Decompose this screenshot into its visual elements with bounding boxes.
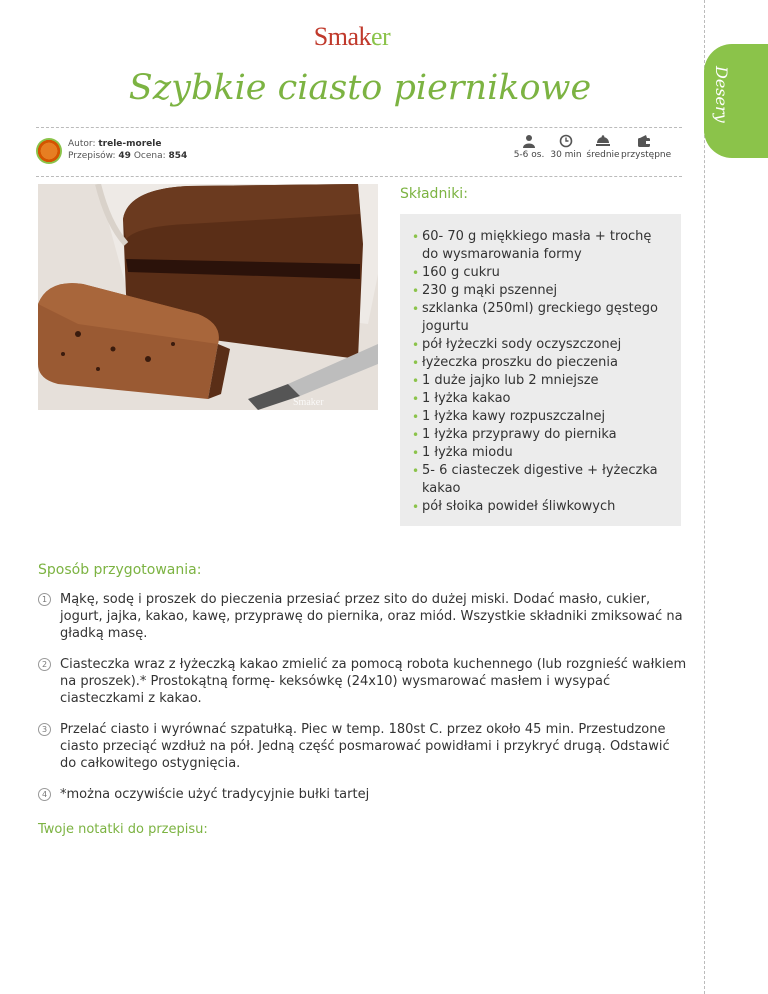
ingredient-item: • pół łyżeczki sody oczyszczonej: [412, 336, 671, 354]
category-tab-label: Desery: [712, 66, 731, 123]
ingredient-item: • łyżeczka proszku do pieczenia: [412, 354, 671, 372]
stat-servings-label: 5-6 os.: [513, 150, 545, 160]
method-heading: Sposób przygotowania:: [38, 562, 202, 578]
ingredient-item: • 60- 70 g miękkiego masła + trochę do wysmarowania formy: [412, 228, 671, 264]
step-text: Mąkę, sodę i proszek do pieczenia przesiać przez sito do dużej miski. Dodać masło, cukier, jogurt, jajka, kakao, kawę, przyprawę do piernika, oraz miód. Wszystkie składniki zmiksować na gładką masę.: [60, 592, 683, 641]
method-step: [38, 721, 688, 772]
step-text: Ciasteczka wraz z łyżeczką kakao zmielić za pomocą robota kuchennego (lub rozgnieść wałkiem na proszek).* Prostokątną formę- keksówkę (24x10) wysmarować masłem i wysypać ciasteczkami z kakao.: [60, 657, 687, 706]
ingredients-box: [400, 214, 681, 526]
avatar[interactable]: [36, 138, 62, 164]
step-text: *można oczywiście użyć tradycyjnie bułki tartej: [60, 787, 370, 802]
logo-main: Smak: [313, 22, 372, 51]
clock-icon: [559, 134, 573, 148]
ingredient-item: • 160 g cukru: [412, 264, 671, 282]
brand-logo[interactable]: [0, 22, 704, 52]
ingredient-item: • 230 g mąki pszennej: [412, 282, 671, 300]
step-number: 4: [38, 788, 51, 801]
divider-meta: [36, 176, 682, 177]
person-icon: [522, 134, 536, 148]
page-edge-divider: [704, 0, 705, 994]
cake-illustration: [38, 184, 378, 410]
rating-label: Ocena:: [133, 151, 166, 161]
method-step: [38, 591, 688, 642]
wallet-icon: [637, 134, 651, 148]
divider-top: [36, 127, 682, 128]
ingredients-heading: Składniki:: [400, 186, 468, 202]
ingredient-item: • 5- 6 ciasteczek digestive + łyżeczka kakao: [412, 462, 671, 498]
stat-time: [549, 134, 583, 160]
ingredient-item: • szklanka (250ml) greckiego gęstego jogurtu: [412, 300, 671, 336]
step-number: 2: [38, 658, 51, 671]
step-number: 3: [38, 723, 51, 736]
photo-watermark: Smaker: [293, 397, 324, 408]
method-step: [38, 786, 688, 803]
ingredient-item: • pół słoika powideł śliwkowych: [412, 498, 671, 516]
recipe-title: Szybkie ciasto piernikowe: [128, 68, 592, 108]
stat-cost-label: przystępne: [621, 150, 672, 160]
ingredient-item: • 1 łyżka przyprawy do piernika: [412, 426, 671, 444]
recipe-photo: [38, 184, 378, 410]
stat-difficulty: [585, 134, 621, 160]
stat-servings: [512, 134, 546, 160]
difficulty-icon: [595, 134, 611, 148]
recipes-label: Przepisów:: [68, 151, 116, 161]
stat-cost: [621, 134, 672, 160]
author-label: Autor:: [68, 139, 96, 149]
step-number: 1: [38, 593, 51, 606]
recipes-count: 49: [118, 151, 131, 161]
stat-difficulty-label: średnie: [586, 150, 620, 160]
step-text: Przelać ciasto i wyrównać szpatułką. Piec w temp. 180st C. przez około 45 min. Przestudzone ciasto przeciąć wzdłuż na pół. Jedną część posmarować powidłami i przykryć drugą. Odstawić do całkowitego ostygnięcia.: [60, 722, 670, 771]
rating-value: 854: [168, 151, 188, 161]
method-steps: [38, 591, 688, 817]
ingredient-item: • 1 łyżka kakao: [412, 390, 671, 408]
method-step: [38, 656, 688, 707]
ingredient-item: • 1 łyżka miodu: [412, 444, 671, 462]
author-name[interactable]: trele-morele: [98, 139, 162, 149]
ingredient-item: • 1 duże jajko lub 2 mniejsze: [412, 372, 671, 390]
stat-time-label: 30 min: [550, 150, 582, 160]
ingredient-item: • 1 łyżka kawy rozpuszczalnej: [412, 408, 671, 426]
notes-heading: Twoje notatki do przepisu:: [38, 822, 208, 837]
ingredients-list: [400, 214, 681, 516]
logo-accent: er: [371, 22, 391, 51]
